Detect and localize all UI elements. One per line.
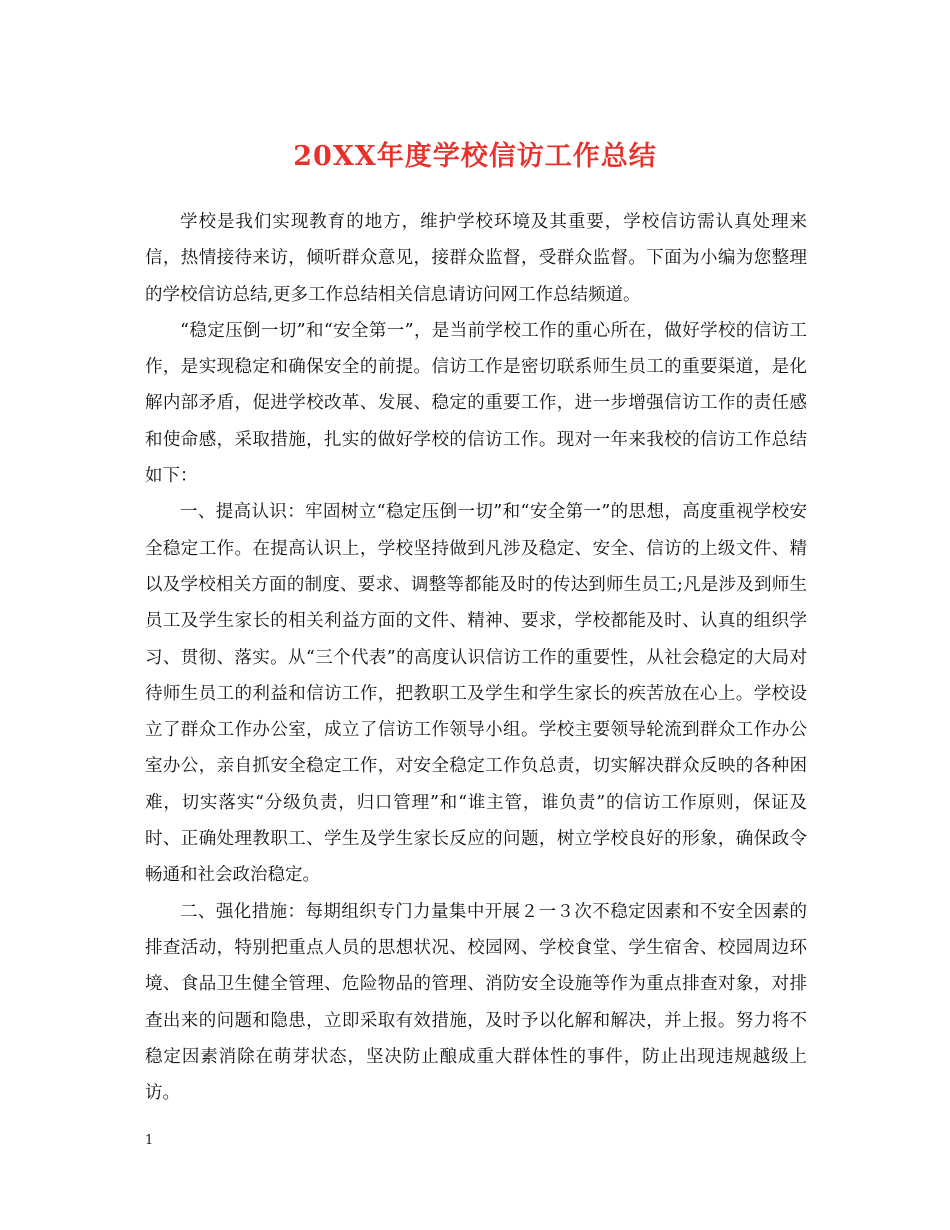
paragraph-intro: 学校是我们实现教育的地方，维护学校环境及其重要，学校信访需认真处理来信，热情接待来访，倾听群众意见，接群众监督，受群众监督。下面为小编为您整理的学校信访总结,更多工作总结相关信息请访问网工作总结频道。 bbox=[145, 212, 807, 305]
paragraph-overview: “稳定压倒一切”和“安全第一”，是当前学校工作的重心所在，做好学校的信访工作，是实现稳定和确保安全的前提。信访工作是密切联系师生员工的重要渠道，是化解内部矛盾，促进学校改革、发展、稳定的重要工作，进一步增强信访工作的责任感和使命感，采取措施，扎实的做好学校的信访工作。现对一年来我校的信访工作总结如下： bbox=[145, 320, 807, 487]
paragraph-section-two: 二、强化措施：每期组织专门力量集中开展２一３次不稳定因素和不安全因素的排查活动，特别把重点人员的思想状况、校园网、学校食堂、学生宿舍、校园周边环境、食品卫生健全管理、危险物品的管理、消防安全设施等作为重点排查对象，对排查出来的问题和隐患，立即采取有效措施，及时予以化解和解决，并上报。努力将不稳定因素消除在萌芽状态，坚决防止酿成重大群体性的事件，防止出现违规越级上访。 bbox=[145, 901, 807, 1104]
page-number: 1 bbox=[145, 1133, 154, 1148]
document-body bbox=[145, 204, 807, 1111]
document-title: 20XX年度学校信访工作总结 bbox=[293, 141, 657, 172]
paragraph-section-one: 一、提高认识：牢固树立“稳定压倒一切”和“安全第一”的思想，高度重视学校安全稳定工作。在提高认识上，学校坚持做到凡涉及稳定、安全、信访的上级文件、精以及学校相关方面的制度、要求、调整等都能及时的传达到师生员工;凡是涉及到师生员工及学生家长的相关利益方面的文件、精神、要求，学校都能及时、认真的组织学习、贯彻、落实。从“三个代表”的高度认识信访工作的重要性，从社会稳定的大局对待师生员工的利益和信访工作，把教职工及学生和学生家长的疾苦放在心上。学校设立了群众工作办公室，成立了信访工作领导小组。学校主要领导轮流到群众工作办公室办公，亲自抓安全稳定工作，对安全稳定工作负总责，切实解决群众反映的各种困难，切实落实“分级负责，归口管理”和“谁主管，谁负责”的信访工作原则，保证及时、正确处理教职工、学生及学生家长反应的问题，树立学校良好的形象，确保政令畅通和社会政治稳定。 bbox=[145, 502, 807, 886]
